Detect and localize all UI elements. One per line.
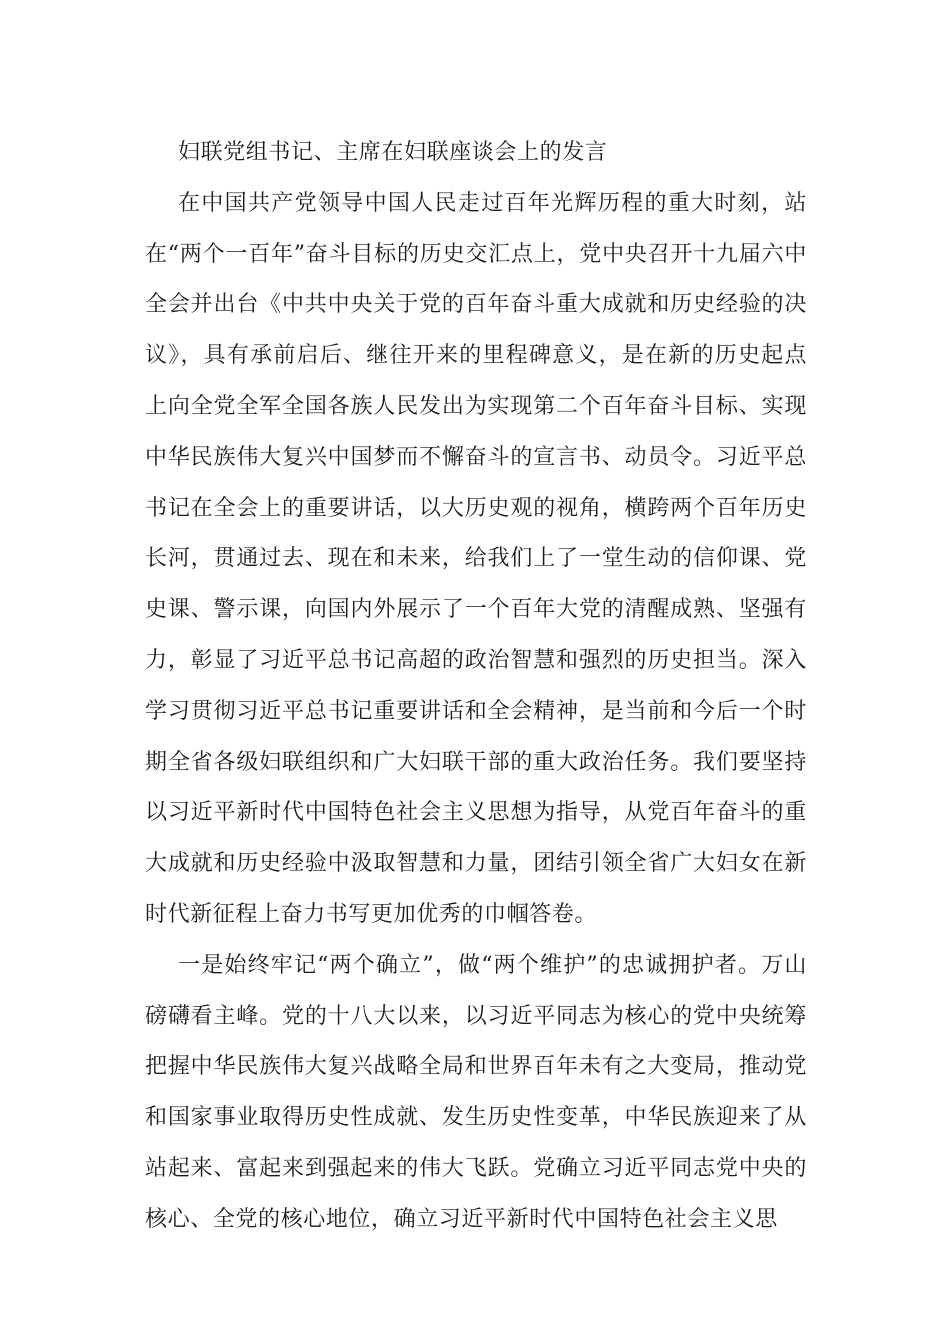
paragraph-intro: 在中国共产党领导中国人民走过百年光辉历程的重大时刻，站在“两个一百年”奋斗目标的历史交汇点上，党中央召开十九届六中全会并出台《中共中央关于党的百年奋斗重大成就和历史经验的决议》，具有承前启后、继往开来的里程碑意义，是在新的历史起点上向全党全军全国各族人民发出为实现第二个百年奋斗目标、实现中华民族伟大复兴中国梦而不懈奋斗的宣言书、动员令。习近平总书记在全会上的重要讲话，以大历史观的视角，横跨两个百年历史长河，贯通过去、现在和未来，给我们上了一堂生动的信仰课、党史课、警示课，向国内外展示了一个百年大党的清醒成熟、坚强有力，彰显了习近平总书记高超的政治智慧和强烈的历史担当。深入学习贯彻习近平总书记重要讲话和全会精神，是当前和今后一个时期全省各级妇联组织和广大妇联干部的重大政治任务。我们要坚持以习近平新时代中国特色社会主义思想为指导，从党百年奋斗的重大成就和历史经验中汲取智慧和力量，团结引领全省广大妇女在新时代新征程上奋力书写更加优秀的巾帼答卷。 [145,190,807,927]
document-title: 妇联党组书记、主席在妇联座谈会上的发言 [178,140,608,165]
paragraph-point-one: 一是始终牢记“两个确立”，做“两个维护”的忠诚拥护者。万山磅礴看主峰。党的十八大以来，以习近平同志为核心的党中央统筹把握中华民族伟大复兴战略全局和世界百年未有之大变局，推动党和国家事业取得历史性成就、发生历史性变革，中华民族迎来了从站起来、富起来到强起来的伟大飞跃。党确立习近平同志党中央的核心、全党的核心地位，确立习近平新时代中国特色社会主义思 [145,952,807,1232]
document-body [145,128,807,1246]
